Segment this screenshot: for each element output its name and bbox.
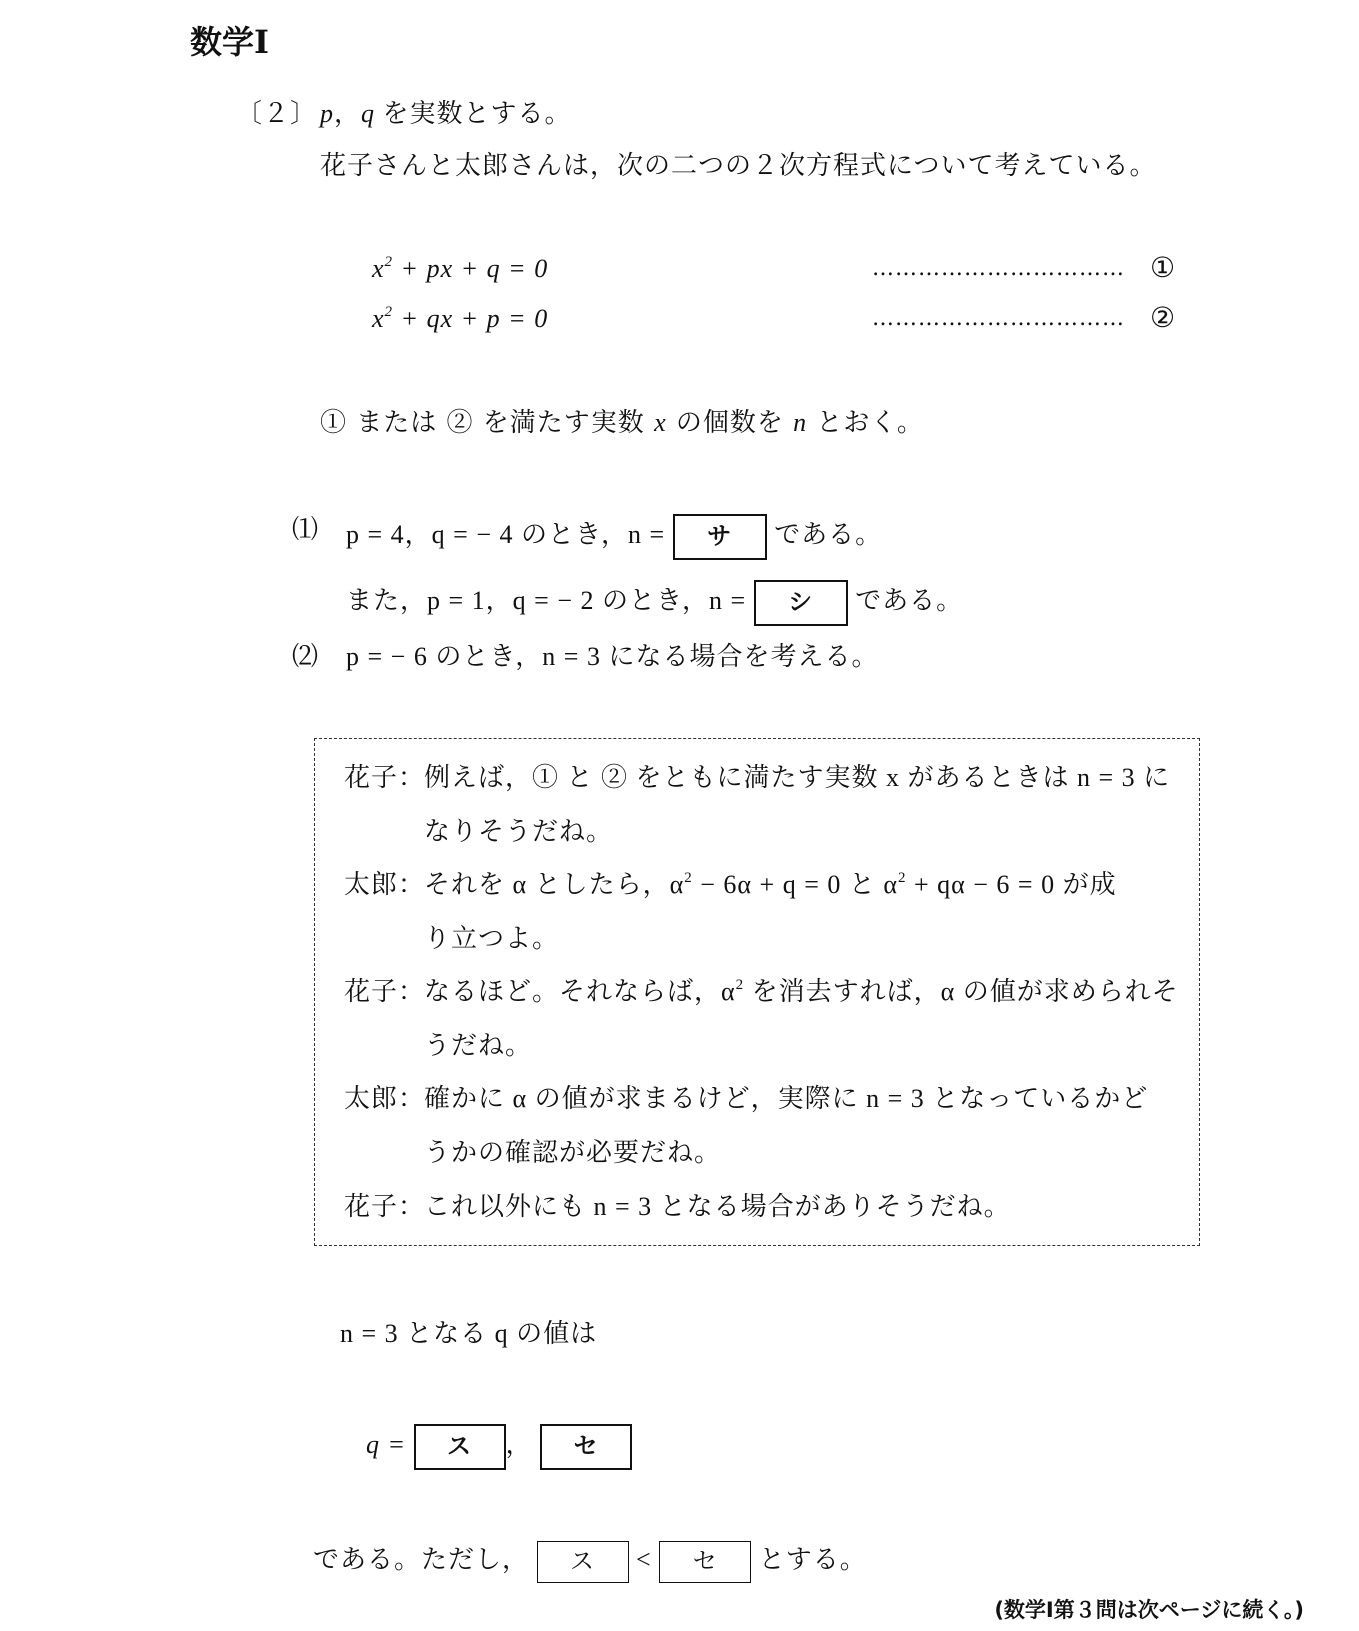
problem-context: 花子さんと太郎さんは，次の二つの２次方程式について考えている。: [320, 151, 1157, 181]
condition-box-su: ス: [537, 1541, 629, 1583]
eq1-rest: + px + q = 0: [393, 254, 549, 283]
dialog-1-line-2: なりそうだね。: [424, 817, 614, 847]
eq1-x: x: [372, 254, 385, 283]
answer-box-sa: サ: [673, 514, 767, 560]
dialog-2-speaker: 太郎：: [344, 870, 426, 900]
question-1-line-1: [346, 514, 882, 560]
q1-line1-tail: である。: [774, 519, 883, 549]
q1-line2-text: また，p = 1，q = − 2 のとき，n =: [346, 585, 747, 615]
dialog-2-part-c: + qα − 6 = 0 が成: [906, 870, 1117, 899]
dialog-2-exp-1: 2: [684, 870, 693, 886]
eq2-x: x: [372, 304, 385, 333]
answer-sep: ，: [505, 1429, 533, 1459]
dialog-2-exp-2: 2: [897, 870, 907, 886]
def-c: とおく。: [816, 408, 924, 438]
question-2-number: ⑵: [292, 642, 320, 672]
equation-1: [372, 253, 548, 285]
answer-box-shi: シ: [754, 580, 848, 626]
equation-2-leader: ……………………………: [872, 306, 1125, 331]
problem-intro: [320, 98, 572, 130]
q1-line1-text: p = 4，q = − 4 のとき，n =: [346, 519, 666, 549]
def-b: の個数を: [675, 408, 784, 438]
def-x: x: [654, 408, 667, 437]
dialog-2-line-1: [424, 869, 1117, 901]
q1-line2-tail: である。: [855, 585, 964, 615]
dialog-2-line-2: り立つよ。: [424, 924, 560, 954]
answer-q-eq: q =: [366, 1429, 407, 1459]
dialog-4-line-1: 確かに α の値が求まるけど，実際に n = 3 となっているかど: [424, 1084, 1149, 1113]
dialog-1-speaker: 花子：: [344, 763, 426, 793]
dialog-3-part-b: を消去すれば，α の値が求められそ: [744, 977, 1179, 1006]
condition-less-than: <: [636, 1544, 652, 1574]
dialog-4-speaker: 太郎：: [344, 1084, 426, 1114]
condition-lead: である。ただし，: [313, 1544, 530, 1574]
dialog-4-line-2: うかの確認が必要だね。: [424, 1138, 722, 1168]
continuation-note: (数学Ⅰ第３問は次ページに続く。): [994, 1598, 1304, 1622]
answer-condition: [313, 1541, 867, 1583]
definition-line: [320, 407, 924, 439]
dialog-2-part-b: − 6α + q = 0 と α: [692, 870, 898, 899]
intro-comma: ，: [334, 99, 362, 128]
answer-box-se: セ: [540, 1424, 632, 1470]
equation-2-label: ②: [1150, 301, 1177, 334]
dialog-3-part-a: なるほど。それならば，α: [424, 977, 736, 1006]
problem-number: 〔２〕: [236, 99, 318, 129]
var-p: p: [320, 99, 334, 128]
question-2-line: p = − 6 のとき，n = 3 になる場合を考える。: [346, 642, 879, 671]
dialog-1-line-1: 例えば，① と ② をともに満たす実数 x があるときは n = 3 に: [424, 763, 1171, 792]
equation-2: [372, 303, 548, 335]
def-n: n: [793, 408, 808, 437]
def-a: ① または ② を満たす実数: [320, 408, 645, 438]
equation-1-leader: ……………………………: [872, 256, 1125, 281]
question-1-number: ⑴: [292, 515, 320, 545]
var-q: q: [361, 99, 376, 128]
answer-lead: n = 3 となる q の値は: [340, 1319, 598, 1348]
question-1-line-2: [346, 580, 963, 626]
dialog-5-line-1: これ以外にも n = 3 となる場合がありそうだね。: [424, 1192, 1011, 1221]
eq2-rest: + qx + p = 0: [393, 304, 549, 333]
eq1-exponent: 2: [384, 254, 394, 270]
answer-q-line: [366, 1424, 632, 1470]
answer-box-su: ス: [414, 1424, 506, 1470]
dialog-3-speaker: 花子：: [344, 977, 426, 1007]
dialog-2-part-a: それを α としたら，α: [424, 870, 685, 899]
condition-box-se: セ: [659, 1541, 751, 1583]
page-title: 数学Ⅰ: [190, 23, 269, 61]
condition-tail: とする。: [758, 1544, 867, 1574]
intro-tail: を実数とする。: [382, 99, 572, 128]
dialog-5-speaker: 花子：: [344, 1192, 426, 1222]
dialog-3-exp: 2: [735, 977, 745, 993]
dialog-3-line-2: うだね。: [424, 1031, 533, 1061]
equation-1-label: ①: [1150, 251, 1177, 284]
dialog-3-line-1: [424, 976, 1179, 1008]
eq2-exponent: 2: [384, 304, 394, 320]
